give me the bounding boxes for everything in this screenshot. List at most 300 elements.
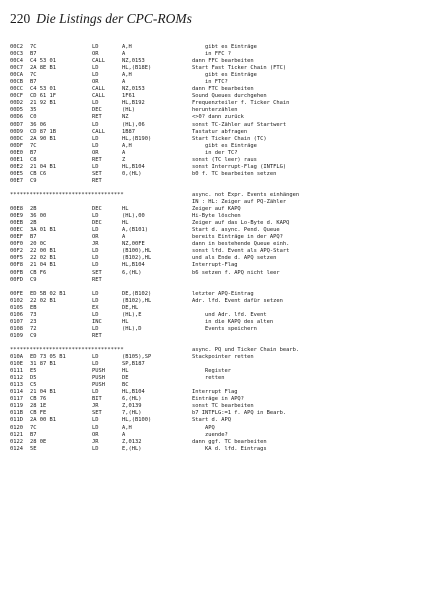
comment: <>0? dann zurück — [192, 114, 244, 121]
mnemonic: LD — [92, 297, 99, 304]
operand: Z,0132 — [122, 438, 142, 445]
listing-row — [10, 389, 414, 396]
address: 00CC — [10, 86, 23, 93]
mnemonic: LD — [92, 44, 99, 50]
mnemonic: RET — [92, 156, 102, 163]
address: 0113 — [10, 382, 23, 389]
mnemonic: JR — [92, 403, 99, 410]
operand: HL,(B18E) — [122, 65, 152, 72]
listing-row — [10, 432, 414, 439]
page-title: Die Listings der CPC-ROMs — [36, 11, 192, 26]
opcode-bytes: 72 — [30, 325, 37, 332]
operand: A,(B101) — [122, 227, 148, 234]
mnemonic: LD — [92, 290, 99, 297]
opcode-bytes: 35 — [30, 107, 37, 114]
address: 0106 — [10, 311, 23, 318]
mnemonic: LD — [92, 213, 99, 220]
address: 011B — [10, 410, 23, 417]
comment: Zeiger auf das Lo-Byte d. KAPQ — [192, 220, 290, 227]
address: 0109 — [10, 332, 23, 339]
comment: sonst lfd. Event als APQ-Start — [192, 248, 290, 255]
mnemonic: SET — [92, 170, 102, 177]
listing-row — [10, 425, 414, 432]
opcode-bytes: D5 — [30, 375, 37, 382]
operand: BC — [122, 382, 129, 389]
comment: KA d. lfd. Eintrags — [192, 445, 267, 452]
mnemonic: CALL — [92, 58, 105, 65]
listing-row — [10, 150, 414, 157]
asterisk-separator: *********************************** — [10, 191, 124, 198]
comment: sonst (TC leer) raus — [192, 156, 257, 163]
operand: NZ,00FE — [122, 241, 145, 248]
comment: Register — [192, 368, 231, 375]
address: 0122 — [10, 438, 23, 445]
opcode-bytes: 21 04 B1 — [30, 163, 56, 170]
opcode-bytes: E5 — [30, 368, 37, 375]
address: 00D6 — [10, 114, 23, 121]
opcode-bytes: C0 — [30, 114, 37, 121]
mnemonic: LD — [92, 389, 99, 396]
opcode-bytes: 7C — [30, 72, 37, 79]
opcode-bytes: 5E — [30, 445, 37, 452]
listing-row — [10, 446, 414, 453]
address: 0105 — [10, 304, 23, 311]
mnemonic: PUSH — [92, 382, 105, 389]
opcode-bytes: C5 — [30, 382, 37, 389]
mnemonic: OR — [92, 234, 99, 241]
comment: Stackpointer retten — [192, 354, 254, 361]
opcode-bytes: 28 1E — [30, 403, 47, 410]
listing-row — [10, 79, 414, 86]
opcode-bytes: 20 0C — [30, 241, 47, 248]
comment: gibt es Einträge — [192, 142, 257, 149]
mnemonic: PUSH — [92, 375, 105, 382]
comment: dann ggf. TC bearbeiten — [192, 438, 267, 445]
operand: (HL),D — [122, 325, 142, 332]
comment: sonst TC bearbeiten — [192, 403, 254, 410]
operand: 7,(HL) — [122, 410, 142, 417]
opcode-bytes: 2A 00 B1 — [30, 417, 56, 424]
listing-row — [10, 291, 414, 298]
opcode-bytes: 2B — [30, 206, 37, 213]
mnemonic: BIT — [92, 396, 102, 403]
operand: (HL),E — [122, 311, 142, 318]
listing-row — [10, 58, 414, 65]
listing-row — [10, 305, 414, 312]
block-comment-row — [10, 199, 414, 206]
opcode-bytes: 7C — [30, 424, 37, 431]
address: 0121 — [10, 431, 23, 438]
address: 00D9 — [10, 128, 23, 135]
address: 00E9 — [10, 213, 23, 220]
operand: A — [122, 234, 126, 241]
comment: Interrupt-Flag — [192, 262, 238, 269]
address: 00FB — [10, 269, 23, 276]
mnemonic: OR — [92, 431, 99, 438]
opcode-bytes: CD 87 1B — [30, 128, 56, 135]
operand: DE,(B102) — [122, 290, 152, 297]
listing-row — [10, 277, 414, 284]
comment: b7 INTFLG:=1 f. APQ in Bearb. — [192, 410, 287, 417]
listing-row — [10, 368, 414, 375]
operand: A — [122, 79, 126, 86]
mnemonic: RET — [92, 114, 102, 121]
operand: A,H — [122, 142, 132, 149]
mnemonic: JR — [92, 241, 99, 248]
operand: A — [122, 149, 126, 156]
mnemonic: LD — [92, 325, 99, 332]
opcode-bytes: C9 — [30, 332, 37, 339]
operand: Z,0139 — [122, 403, 142, 410]
opcode-bytes: 7C — [30, 44, 37, 50]
address: 00E8 — [10, 206, 23, 213]
separator-row — [10, 192, 414, 199]
address: 00DC — [10, 135, 23, 142]
operand: NZ — [122, 114, 129, 121]
address: 00E0 — [10, 149, 23, 156]
mnemonic: LD — [92, 311, 99, 318]
operand: Z — [122, 156, 126, 163]
address: 010A — [10, 354, 23, 361]
opcode-bytes: B7 — [30, 431, 37, 438]
address: 00EC — [10, 227, 23, 234]
listing-row — [10, 44, 414, 51]
comment: in der TC? — [192, 149, 238, 156]
operand: E,(HL) — [122, 445, 142, 452]
comment: zuende? — [192, 431, 228, 438]
listing-row — [10, 129, 414, 136]
comment: Sound Queues durchgehen — [192, 93, 267, 100]
listing-row — [10, 72, 414, 79]
comment: Start Fast Ticker Chain (FTC) — [192, 65, 287, 72]
address: 0120 — [10, 424, 23, 431]
listing-row — [10, 206, 414, 213]
address: 0114 — [10, 389, 23, 396]
opcode-bytes: 2A 90 B1 — [30, 135, 56, 142]
opcode-bytes: 23 — [30, 318, 37, 325]
listing-row — [10, 319, 414, 326]
mnemonic: LD — [92, 100, 99, 107]
operand: A,H — [122, 424, 132, 431]
address: 0111 — [10, 368, 23, 375]
operand: HL,B104 — [122, 262, 145, 269]
listing-row — [10, 100, 414, 107]
operand: A,H — [122, 44, 132, 50]
mnemonic: LD — [92, 142, 99, 149]
operand: HL,B192 — [122, 100, 145, 107]
address: 00C7 — [10, 65, 23, 72]
listing-row — [10, 241, 414, 248]
operand: HL,B104 — [122, 389, 145, 396]
mnemonic: RET — [92, 276, 102, 283]
comment: Start d. async. Pend. Queue — [192, 227, 280, 234]
operand: HL,B104 — [122, 163, 145, 170]
operand: NZ,0153 — [122, 58, 145, 65]
operand: (HL),06 — [122, 121, 145, 128]
mnemonic: OR — [92, 149, 99, 156]
operand: 0,(HL) — [122, 170, 142, 177]
mnemonic: CALL — [92, 86, 105, 93]
comment: und Adr. lfd. Event — [192, 311, 267, 318]
opcode-bytes: C4 53 01 — [30, 58, 56, 65]
opcode-bytes: 28 0E — [30, 438, 47, 445]
opcode-bytes: CB F6 — [30, 269, 47, 276]
operand: DE,HL — [122, 304, 139, 311]
operand: 6,(HL) — [122, 396, 142, 403]
address: 0102 — [10, 297, 23, 304]
address: 00F0 — [10, 241, 23, 248]
listing-row — [10, 333, 414, 340]
operand: (B105),SP — [122, 354, 152, 361]
mnemonic: RET — [92, 177, 102, 184]
comment: herunterzählen — [192, 107, 238, 114]
listing-row — [10, 157, 414, 164]
opcode-bytes: 22 02 B1 — [30, 255, 56, 262]
opcode-bytes: 22 00 B1 — [30, 248, 56, 255]
comment: Events speichern — [192, 325, 257, 332]
comment: gibt es Einträge — [192, 72, 257, 79]
operand: A — [122, 431, 126, 438]
address: 00DF — [10, 142, 23, 149]
mnemonic: DEC — [92, 206, 102, 213]
operand: SP,B187 — [122, 361, 145, 368]
mnemonic: DEC — [92, 220, 102, 227]
comment: b6 setzen f. APQ nicht leer — [192, 269, 280, 276]
comment: b0 f. TC bearbeiten setzen — [192, 170, 277, 177]
mnemonic: CALL — [92, 128, 105, 135]
operand: (B102),HL — [122, 297, 152, 304]
comment: sonst Interrupt-Flag (INTFLG) — [192, 163, 287, 170]
listing-row — [10, 122, 414, 129]
listing-row — [10, 298, 414, 305]
comment: Interrupt Flag — [192, 389, 238, 396]
operand: DE — [122, 375, 129, 382]
comment: Start d. APQ — [192, 417, 231, 424]
address: 0117 — [10, 396, 23, 403]
opcode-bytes: CB FE — [30, 410, 47, 417]
opcode-bytes: EB — [30, 304, 37, 311]
address: 0108 — [10, 325, 23, 332]
separator-row — [10, 347, 414, 354]
listing-row — [10, 213, 414, 220]
opcode-bytes: 3A 01 B1 — [30, 227, 56, 234]
opcode-bytes: CD 61 1F — [30, 93, 56, 100]
mnemonic: LD — [92, 65, 99, 72]
comment: in FTC? — [192, 79, 228, 86]
comment: bereits Einträge in der APQ? — [192, 234, 283, 241]
opcode-bytes: 2A 8E B1 — [30, 65, 56, 72]
operand: HL — [122, 368, 129, 375]
listing-row — [10, 361, 414, 368]
opcode-bytes: B7 — [30, 51, 37, 58]
address: 00E7 — [10, 177, 23, 184]
listing-row — [10, 417, 414, 424]
listing-row — [10, 354, 414, 361]
address: 00F8 — [10, 262, 23, 269]
operand: HL — [122, 318, 129, 325]
listing-row — [10, 51, 414, 58]
comment: APQ — [192, 424, 215, 431]
block-gap — [10, 340, 414, 347]
mnemonic: OR — [92, 51, 99, 58]
opcode-bytes: 22 02 B1 — [30, 297, 56, 304]
listing-row — [10, 114, 414, 121]
listing-row — [10, 93, 414, 100]
mnemonic: PUSH — [92, 368, 105, 375]
comment: Tastatur abfragen — [192, 128, 248, 135]
listing-row — [10, 410, 414, 417]
address: 011D — [10, 417, 23, 424]
comment: sonst TC-Zähler auf Startwert — [192, 121, 287, 128]
listing-row — [10, 375, 414, 382]
opcode-bytes: B7 — [30, 234, 37, 241]
address: 00CA — [10, 72, 23, 79]
address: 0112 — [10, 375, 23, 382]
mnemonic: SET — [92, 410, 102, 417]
listing-row — [10, 262, 414, 269]
listing-row — [10, 227, 414, 234]
mnemonic: LD — [92, 72, 99, 79]
listing-row — [10, 396, 414, 403]
operand: 1B87 — [122, 128, 135, 135]
listing-row — [10, 312, 414, 319]
mnemonic: CALL — [92, 93, 105, 100]
address: 00CF — [10, 93, 23, 100]
mnemonic: JR — [92, 438, 99, 445]
mnemonic: LD — [92, 354, 99, 361]
listing-row — [10, 403, 414, 410]
opcode-bytes: 21 04 B1 — [30, 389, 56, 396]
address: 00F5 — [10, 255, 23, 262]
listing-row — [10, 248, 414, 255]
listing-row — [10, 164, 414, 171]
comment: Zeiger auf KAPQ — [192, 206, 241, 213]
assembly-listing — [10, 44, 414, 592]
page-number: 220 — [10, 11, 31, 26]
listing-row — [10, 220, 414, 227]
listing-row — [10, 65, 414, 72]
address: 00C2 — [10, 44, 23, 50]
listing-row — [10, 382, 414, 389]
opcode-bytes: CB C6 — [30, 170, 47, 177]
opcode-bytes: 31 87 B1 — [30, 361, 56, 368]
block-comment: IN : HL: Zeiger auf PQ-Zähler — [192, 199, 287, 206]
mnemonic: LD — [92, 262, 99, 269]
mnemonic: RET — [92, 332, 102, 339]
operand: 6,(HL) — [122, 269, 142, 276]
listing-row — [10, 136, 414, 143]
block-gap — [10, 185, 414, 192]
address: 0119 — [10, 403, 23, 410]
mnemonic: DEC — [92, 107, 102, 114]
mnemonic: LD — [92, 255, 99, 262]
comment: Frequenzteiler f. Ticker Chain — [192, 100, 290, 107]
opcode-bytes: CB 76 — [30, 396, 47, 403]
comment: dann in bestehende Queue einh. — [192, 241, 290, 248]
operand: NZ,0153 — [122, 86, 145, 93]
opcode-bytes: ED 73 05 B1 — [30, 354, 66, 361]
opcode-bytes: 7C — [30, 142, 37, 149]
comment: gibt es Einträge — [192, 44, 257, 50]
operand: (B102),HL — [122, 255, 152, 262]
comment: dann FFC bearbeiten — [192, 58, 254, 65]
listing-row — [10, 107, 414, 114]
listing-row — [10, 270, 414, 277]
address: 00CB — [10, 79, 23, 86]
comment: letzter APQ-Eintrag — [192, 290, 254, 297]
operand: HL — [122, 206, 129, 213]
listing-row — [10, 178, 414, 185]
operand: HL — [122, 220, 129, 227]
opcode-bytes: C9 — [30, 276, 37, 283]
listing-row — [10, 439, 414, 446]
mnemonic: LD — [92, 424, 99, 431]
address: 00E1 — [10, 156, 23, 163]
opcode-bytes: 2B — [30, 220, 37, 227]
mnemonic: INC — [92, 318, 102, 325]
listing-row — [10, 326, 414, 333]
mnemonic: EX — [92, 304, 99, 311]
opcode-bytes: C4 53 01 — [30, 86, 56, 93]
address: 0124 — [10, 445, 23, 452]
comment: Adr. lfd. Event dafür setzen — [192, 297, 283, 304]
opcode-bytes: 21 92 B1 — [30, 100, 56, 107]
opcode-bytes: 36 06 — [30, 121, 47, 128]
address: 00F2 — [10, 248, 23, 255]
address: 00D5 — [10, 107, 23, 114]
listing-row — [10, 86, 414, 93]
address: 0107 — [10, 318, 23, 325]
listing-row — [10, 171, 414, 178]
opcode-bytes: ED 5B 02 B1 — [30, 290, 66, 297]
operand: HL,(B100) — [122, 417, 152, 424]
address: 00FD — [10, 276, 23, 283]
page-header — [10, 8, 414, 30]
listing-row — [10, 255, 414, 262]
operand: HL,(B190) — [122, 135, 152, 142]
mnemonic: SET — [92, 269, 102, 276]
block-comment: async. PQ und Ticker Chain bearb. — [192, 347, 300, 354]
opcode-bytes: B7 — [30, 79, 37, 86]
block-comment: async. not Expr. Events einhängen — [192, 191, 300, 198]
operand: A,H — [122, 72, 132, 79]
mnemonic: LD — [92, 121, 99, 128]
address: 00EF — [10, 234, 23, 241]
mnemonic: LD — [92, 248, 99, 255]
comment: dann FTC bearbeiten — [192, 86, 254, 93]
operand: (HL),00 — [122, 213, 145, 220]
mnemonic: LD — [92, 135, 99, 142]
mnemonic: LD — [92, 445, 99, 452]
opcode-bytes: C9 — [30, 177, 37, 184]
address: 00C4 — [10, 58, 23, 65]
asterisk-separator: *********************************** — [10, 347, 124, 354]
address: 00FE — [10, 290, 23, 297]
mnemonic: OR — [92, 79, 99, 86]
address: 00E5 — [10, 170, 23, 177]
operand: (B100),HL — [122, 248, 152, 255]
opcode-bytes: 73 — [30, 311, 37, 318]
comment: in die KAPQ des alten — [192, 318, 274, 325]
comment: Hi-Byte löschen — [192, 213, 241, 220]
operand: 1F61 — [122, 93, 135, 100]
comment: Start Ticker Chain (TC) — [192, 135, 267, 142]
comment: Einträge in APQ? — [192, 396, 244, 403]
address: 010E — [10, 361, 23, 368]
block-gap — [10, 284, 414, 291]
listing-row — [10, 143, 414, 150]
operand: (HL) — [122, 107, 135, 114]
